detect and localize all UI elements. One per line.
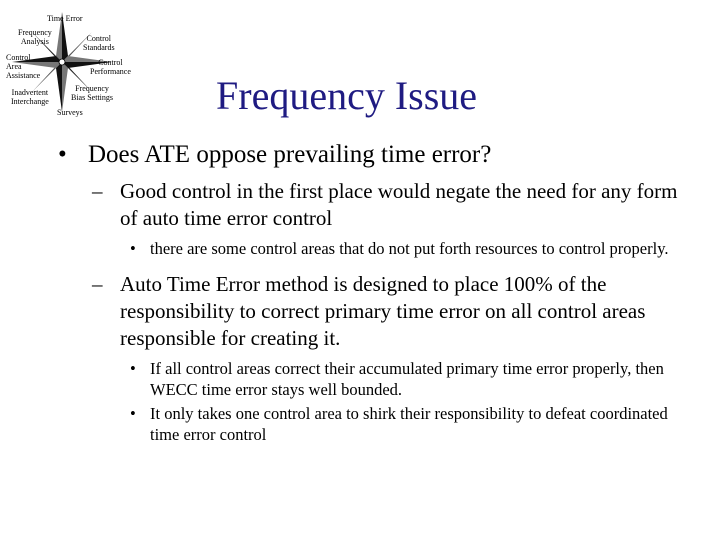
sub-point <box>92 271 698 352</box>
compass-label-control-performance: Control Performance <box>90 58 131 76</box>
dash-icon: – <box>92 272 103 296</box>
compass-label-control-area-assistance: Control Area Assistance <box>6 53 41 80</box>
bullet-icon: • <box>130 404 136 423</box>
compass-label-time-error: Time Error <box>47 14 83 23</box>
main-bullet <box>58 140 698 170</box>
bullet-icon: • <box>130 359 136 378</box>
slide-title: Frequency Issue <box>216 73 478 118</box>
point-group <box>58 271 698 445</box>
detail-point <box>126 238 698 259</box>
compass-label-surveys: Surveys <box>57 108 83 117</box>
detail-point <box>126 403 698 445</box>
compass-label-control-standards: Control Standards <box>83 34 115 52</box>
dash-icon: – <box>92 179 103 203</box>
detail-point <box>126 358 698 400</box>
sub-point-text: Auto Time Error method is designed to place 100% of the responsibility to correct primary time error on all control areas responsible for creating it. <box>120 272 646 350</box>
main-bullet-text: Does ATE oppose prevailing time error? <box>88 141 492 168</box>
bullet-icon: • <box>58 141 67 168</box>
bullet-icon: • <box>130 239 136 258</box>
compass-logo <box>0 0 140 120</box>
detail-point-text: there are some control areas that do not put forth resources to control properly. <box>150 239 669 258</box>
compass-label-frequency-analysis: Frequency Analysis <box>18 28 52 46</box>
sub-point <box>92 178 698 232</box>
detail-point-text: If all control areas correct their accumulated primary time error properly, then WECC time error stays well bounded. <box>150 359 664 399</box>
compass-label-inadvertent-interchange: Inadvertent Interchange <box>11 88 49 106</box>
slide-body <box>58 140 698 457</box>
sub-point-text: Good control in the first place would negate the need for any form of auto time error control <box>120 179 678 230</box>
point-group <box>58 178 698 259</box>
compass-label-frequency-bias-settings: Frequency Bias Settings <box>71 84 114 102</box>
detail-point-text: It only takes one control area to shirk their responsibility to defeat coordinated time error control <box>150 404 668 444</box>
